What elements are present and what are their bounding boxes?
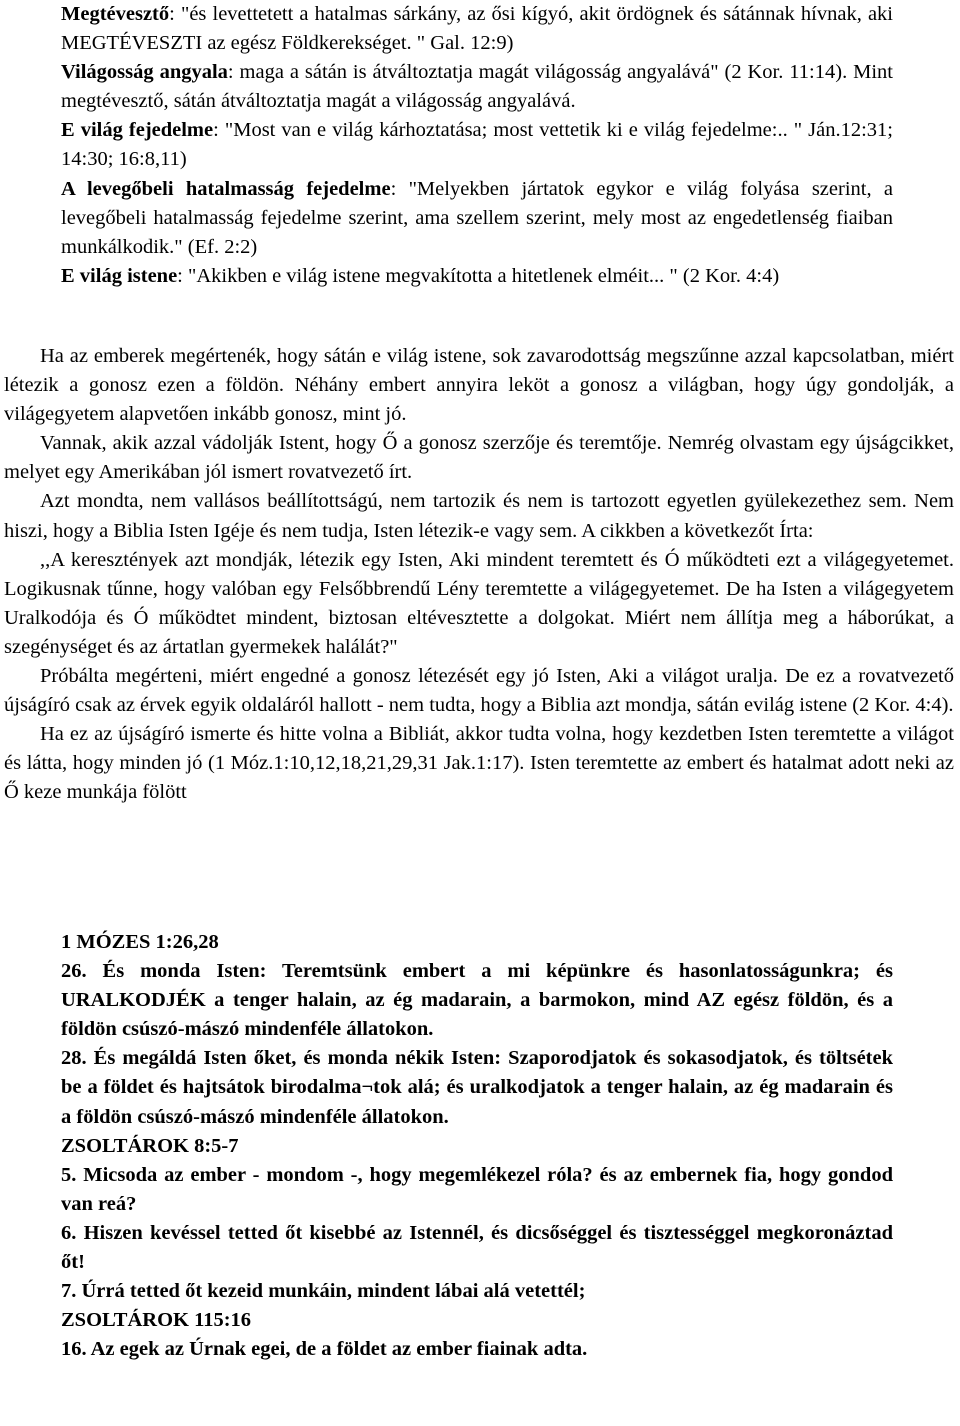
- body-paragraph: Vannak, akik azzal vádolják Istent, hogy Ő a gonosz szerzője és teremtője. Nemrég olvastam egy újságcikket, melyet egy Amerikában jól ismert rovatvezető írt.: [4, 432, 954, 484]
- definition-text: : "Akikben e világ istene megvakította a hitetlenek elméit... " (2 Kor. 4:4): [177, 264, 780, 287]
- definition-term: E világ fejedelme: [61, 119, 214, 142]
- definition-term: Világosság angyala: [61, 61, 228, 84]
- scripture-block: [61, 928, 893, 1364]
- scripture-verse: 26. És monda Isten: Teremtsünk embert a mi képünkre és hasonlatosságunkra; és URALKODJÉK a tenger halain, az ég madarain, a barmokon, mind AZ egész földön, és a földön csúszó-mászó mindenféle állatokon.: [61, 960, 893, 1041]
- definition-item: [61, 58, 893, 116]
- scripture-verse: 7. Úrrá tetted őt kezeid munkáin, mindent lábai alá vetettél;: [61, 1280, 586, 1303]
- body-paragraph: Próbálta megérteni, miért engedné a gonosz létezését egy jó Isten, Aki a világot uralja. De ez a rovatvezető újságíró csak az érvek egyik oldaláról hallott - nem tudta, hogy a Biblia azt mondja, sátán evilág istene (2 Kor. 4:4).: [4, 665, 954, 717]
- body-paragraph: Azt mondta, nem vallásos beállítottságú, nem tartozik és nem is tartozott egyetlen gyülekezethez sem. Nem hiszi, hogy a Biblia Isten Igéje és nem tudja, Isten létezik-e vagy sem. A cikkben a következőt Írta:: [4, 490, 954, 542]
- body-text-block: [4, 342, 954, 808]
- definition-term: Megtévesztő: [61, 3, 170, 25]
- scripture-verse: 5. Micsoda az ember - mondom -, hogy megemlékezel róla? és az embernek fia, hogy gondod van reá?: [61, 1163, 893, 1215]
- scripture-verse: 16. Az egek az Úrnak egei, de a földet az ember fiainak adta.: [61, 1338, 588, 1361]
- definition-text: : "Melyekben jártatok egykor e világ folyása szerint, a levegőbeli hatalmasság fejedelme szerint, ama szellem szerint, mely most az engedetlenség fiaiban munkálkodik." (Ef. 2:2): [61, 177, 893, 258]
- definition-term: A levegőbeli hatalmasság fejedelme: [61, 177, 391, 200]
- definition-item: [61, 262, 893, 291]
- definition-text: : "Most van e világ kárhoztatása; most vettetik ki e világ fejedelme:.. " Ján.12:31; 14:30; 16:8,11): [61, 119, 893, 171]
- scripture-reference: ZSOLTÁROK 8:5-7: [61, 1134, 239, 1157]
- scripture-verse: 6. Hiszen kevéssel tetted őt kisebbé az Istennél, és dicsőséggel és tisztességgel megkoronáztad őt!: [61, 1221, 893, 1274]
- body-paragraph: Ha az emberek megértenék, hogy sátán e világ istene, sok zavarodottság megszűnne azzal kapcsolatban, miért létezik a gonosz ezen a földön. Néhány embert annyira leköt a gonosz a világban, hogy úgy gondolják, a világegyetem alapvetően inkább gonosz, mint jó.: [4, 345, 954, 426]
- definition-item: [61, 175, 893, 262]
- definition-item: [61, 116, 893, 174]
- scripture-verse: 28. És megáldá Isten őket, és monda nékik Isten: Szaporodjatok és sokasodjatok, és töltsétek be a földet és hajtsátok birodalma¬tok alá; és uralkodjatok a tenger halain, az ég madarain és a földön csúszó-mászó mindenféle állatokon.: [61, 1047, 893, 1128]
- definition-text: : "és levettetett a hatalmas sárkány, az ősi kígyó, akit ördögnek és sátánnak hívnak, aki MEGTÉVESZTI az egész Földkerekséget. " Gal. 12:9): [61, 3, 893, 55]
- scripture-reference: ZSOLTÁROK 115:16: [61, 1309, 252, 1332]
- definitions-block: [61, 0, 893, 291]
- scripture-reference: 1 MÓZES 1:26,28: [61, 931, 219, 953]
- quote-paragraph: ,,A keresztények azt mondják, létezik egy Isten, Aki mindent teremtett és Ó működteti ezt a világegyetemet. Logikusnak tűnne, hogy valóban egy Felsőbbrendű Lény teremtette a világegyetemet. De ha Isten a világegyetem Uralkodója és Ó működtet mindent, biztosan eltévesztette a dolgokat. Miért nem állítja meg a háborúkat, a szegénységet és az ártatlan gyermekek halálát?": [4, 548, 954, 658]
- definition-text: : maga a sátán is átváltoztatja magát világosság angyalává" (2 Kor. 11:14). Mint megtévesztő, sátán átváltoztatja magát a világosság angyalává.: [61, 61, 893, 113]
- body-paragraph: Ha ez az újságíró ismerte és hitte volna a Bibliát, akkor tudta volna, hogy kezdetben Isten teremtette a világot és látta, hogy minden jó (1 Móz.1:10,12,18,21,29,31 Jak.1:17). Isten teremtette az embert és hatalmat adott neki az Ő keze munkája fölött: [4, 723, 954, 804]
- definition-term: E világ istene: [61, 264, 178, 287]
- definition-item: [61, 0, 893, 58]
